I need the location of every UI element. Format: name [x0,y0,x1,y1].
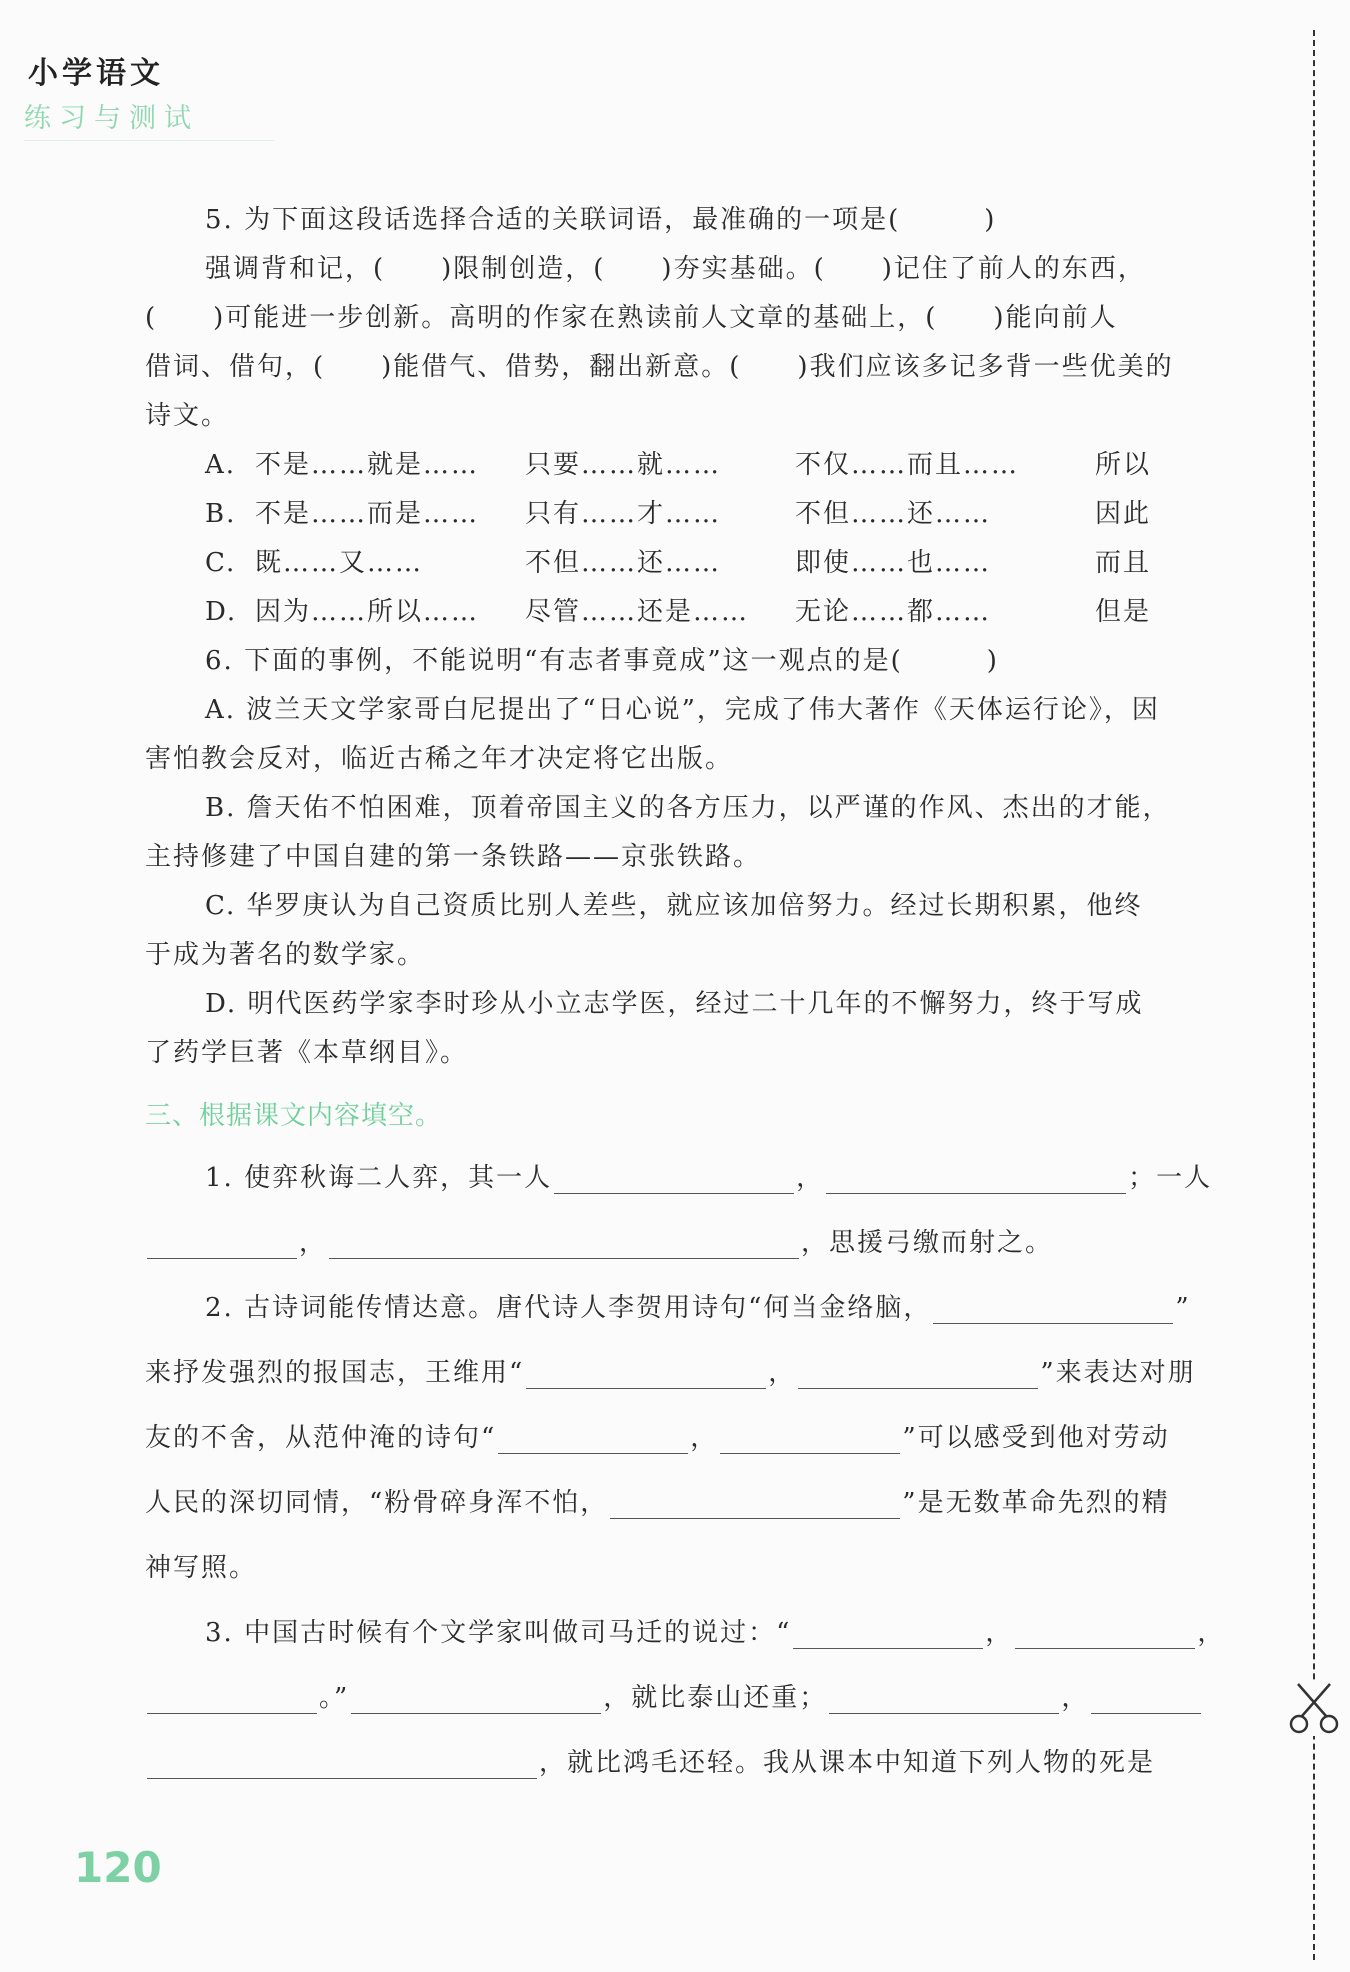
fill-blank[interactable] [720,1419,900,1454]
option-cell: 只有……才…… [525,499,722,529]
option-letter: B. [205,499,237,529]
q5-passage-line: 借词、借句，( )能借气、借势，翻出新意。( )我们应该多记多背一些优美的 [145,352,1174,382]
text: ”可以感受到他对劳动 [902,1423,1170,1453]
text: 来抒发强烈的报国志，王维用“ [145,1358,525,1388]
fill-blank[interactable] [526,1354,766,1389]
option-letter: C. [205,548,237,578]
text: ， [299,1228,328,1258]
q6-option-b-cont: 主持修建了中国自建的第一条铁路——京张铁路。 [145,842,762,872]
text: 。” [319,1683,350,1713]
s3-q3-line2 [145,1666,1215,1731]
text: ；一人 [1128,1163,1213,1193]
q5-option-d[interactable] [145,588,1215,637]
text: ， [690,1423,719,1453]
page-number: 120 [74,1843,162,1892]
scissors-icon [1288,1680,1340,1736]
option-cell: 而且 [1095,548,1152,578]
s3-q2-line3 [145,1406,1215,1471]
q6-option-b[interactable]: B. 詹天佑不怕困难，顶着帝国主义的各方压力，以严谨的作风、杰出的才能， [205,793,1171,823]
book-title: 小学语文 [28,56,164,91]
q5-stem: 5. 为下面这段话选择合适的关联词语，最准确的一项是( ) [205,205,997,235]
s3-q3-line1 [145,1601,1226,1666]
q6-option-d-cont: 了药学巨著《本草纲目》。 [145,1038,469,1068]
q5-option-a[interactable] [145,441,1215,490]
fill-blank[interactable] [329,1224,799,1259]
option-cell: 因此 [1095,499,1152,529]
text: ， [796,1163,825,1193]
option-cell: 不是……就是…… [255,450,480,480]
fill-blank[interactable] [554,1159,794,1194]
option-cell: 不但……还…… [525,548,722,578]
q5-option-b[interactable] [145,490,1215,539]
option-cell: 因为……所以…… [255,597,480,627]
q5-option-c[interactable] [145,539,1215,588]
fill-blank[interactable] [826,1159,1126,1194]
option-letter: A. [205,450,237,480]
text: ，就比鸿毛还轻。我从课本中知道下列人物的死是 [539,1748,1156,1778]
option-cell: 不是……而是…… [255,499,480,529]
cut-line [1313,30,1315,1960]
text: ”来表达对朋 [1040,1358,1196,1388]
s3-q2-line5: 神写照。 [145,1553,258,1583]
q6-stem: 6. 下面的事例，不能说明“有志者事竟成”这一观点的是( ) [205,646,999,676]
fill-blank[interactable] [147,1224,297,1259]
s3-q2-line2 [145,1341,1215,1406]
option-cell: 但是 [1095,597,1152,627]
text: ”是无数革命先烈的精 [902,1488,1170,1518]
text: ， [1197,1618,1226,1648]
text: 2. 古诗词能传情达意。唐代诗人李贺用诗句“何当金络脑， [205,1293,932,1323]
option-letter: D. [205,597,238,627]
fill-blank[interactable] [351,1679,601,1714]
text: 人民的深切同情，“粉骨碎身浑不怕， [145,1488,609,1518]
book-subtitle: 练习与测试 [24,103,199,134]
q6-option-a[interactable]: A. 波兰天文学家哥白尼提出了“日心说”，完成了伟大著作《天体运行论》，因 [205,695,1160,725]
fill-blank[interactable] [1091,1679,1201,1714]
fill-blank[interactable] [798,1354,1038,1389]
option-cell: 尽管……还是…… [525,597,750,627]
q6-option-d[interactable]: D. 明代医药学家李时珍从小立志学医，经过二十几年的不懈努力，终于写成 [205,989,1144,1019]
text: ，就比泰山还重； [603,1683,828,1713]
option-cell: 不但……还…… [795,499,992,529]
header-divider [24,140,274,141]
s3-q3-line3 [145,1731,1215,1796]
section-heading: 三、根据课文内容填空。 [145,1101,443,1131]
fill-blank[interactable] [933,1289,1173,1324]
option-cell: 不仅……而且…… [795,450,1020,480]
q5-passage-line: 强调背和记，( )限制创造，( )夯实基础。( )记住了前人的东西， [205,254,1146,284]
page-content [145,196,1226,1796]
option-cell: 无论……都…… [795,597,992,627]
text: 3. 中国古时候有个文学家叫做司马迁的说过：“ [205,1618,792,1648]
text: 1. 使弈秋诲二人弈，其一人 [205,1163,553,1193]
text: ， [1061,1683,1090,1713]
text: ， [768,1358,797,1388]
option-cell: 即使……也…… [795,548,992,578]
option-cell: 只要……就…… [525,450,722,480]
fill-blank[interactable] [498,1419,688,1454]
text: ， [985,1618,1014,1648]
fill-blank[interactable] [147,1744,537,1779]
q5-passage-line: ( )可能进一步创新。高明的作家在熟读前人文章的基础上，( )能向前人 [145,303,1118,333]
q6-option-c[interactable]: C. 华罗庚认为自己资质比别人差些，就应该加倍努力。经过长期积累，他终 [205,891,1143,921]
q6-option-a-cont: 害怕教会反对，临近古稀之年才决定将它出版。 [145,744,734,774]
text: 友的不舍，从范仲淹的诗句“ [145,1423,497,1453]
fill-blank[interactable] [610,1484,900,1519]
option-cell: 既……又…… [255,548,424,578]
text: ，思援弓缴而射之。 [801,1228,1054,1258]
option-cell: 所以 [1095,450,1152,480]
fill-blank[interactable] [829,1679,1059,1714]
fill-blank[interactable] [793,1614,983,1649]
fill-blank[interactable] [147,1679,317,1714]
s3-q1-line1 [145,1146,1215,1211]
q5-passage-line: 诗文。 [145,401,230,431]
s3-q1-line2 [145,1211,1215,1276]
fill-blank[interactable] [1015,1614,1195,1649]
s3-q2-line1 [145,1276,1215,1341]
s3-q2-line4 [145,1471,1215,1536]
q6-option-c-cont: 于成为著名的数学家。 [145,940,426,970]
text: ” [1175,1293,1191,1323]
